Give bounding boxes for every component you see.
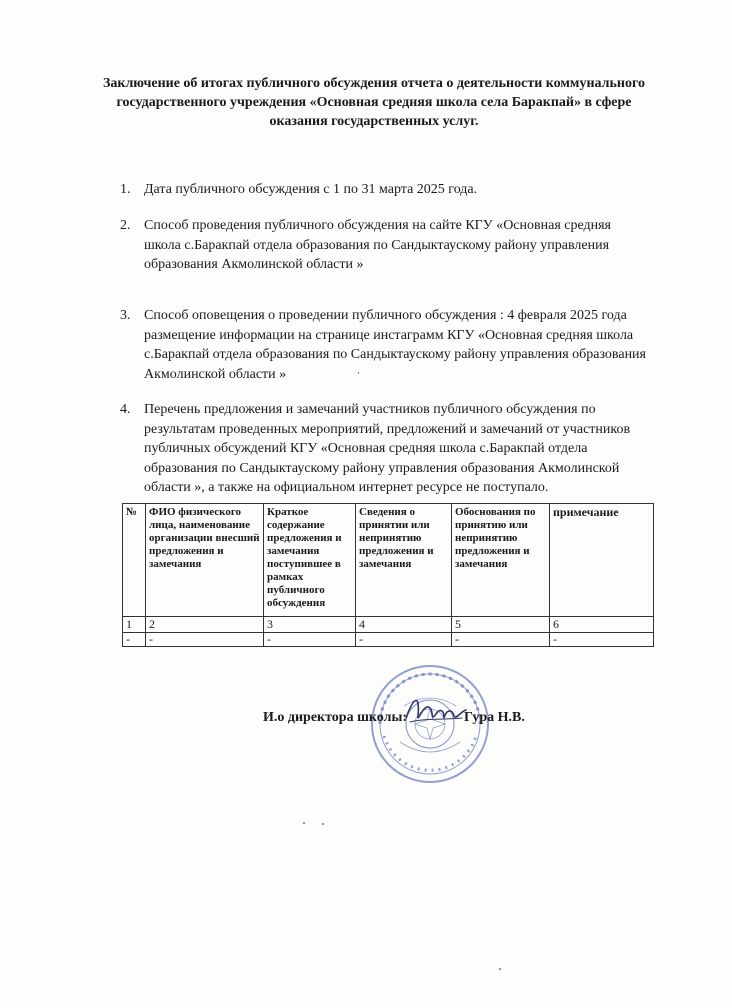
list-item-1 — [120, 180, 660, 200]
header-cell-note: примечание — [550, 504, 654, 617]
item-line: Акмолинской области » — [144, 366, 287, 382]
item-line: области », а также на официальном интернет ресурсе не поступало. — [144, 480, 549, 495]
item-line: Дата публичного обсуждения с 1 по 31 марта 2025 года. — [144, 182, 478, 197]
table-cell: - — [356, 633, 452, 647]
proposals-table — [122, 503, 654, 647]
item-number: 3. — [120, 308, 131, 323]
table-cell: - — [264, 633, 356, 647]
header-cell-summary: Краткое содержание предложения и замечания поступившее в рамках публичного обсуждения — [264, 504, 356, 617]
header-cell-person: ФИО физического лица, наименование организации внесший предложения и замечания — [146, 504, 264, 617]
list-item-4 — [120, 400, 660, 498]
item-line: Способ проведения публичного обсуждения на сайте КГУ «Основная средняя — [144, 218, 611, 233]
item-line: образования по Сандыктаускому району управления образования Акмолинской — [144, 460, 620, 476]
table-header-row — [123, 504, 654, 617]
document-title — [96, 74, 652, 131]
table-cell: - — [550, 633, 654, 647]
item-line: Перечень предложения и замечаний участников публичного обсуждения по — [144, 402, 596, 417]
item-number: 2. — [120, 218, 131, 233]
header-cell-justification: Обоснования по принятию или непринятию предложения и замечания — [452, 504, 550, 617]
item-number: 4. — [120, 402, 131, 417]
title-line-3: оказания государственных услуг. — [269, 114, 479, 129]
item-line: результатам проведенных мероприятий, предложений и замечаний от участников — [144, 421, 631, 437]
title-line-1: Заключение об итогах публичного обсуждения отчета о деятельности коммунального — [103, 76, 645, 91]
table-row — [123, 617, 654, 633]
item-text — [144, 180, 660, 200]
header-cell-acceptance: Сведения о принятии или непринятию предложения и замечания — [356, 504, 452, 617]
header-cell-number: № — [123, 504, 146, 617]
item-text — [144, 216, 660, 275]
item-line: с.Баракпай отдела образования по Сандыктаускому району управления образования — [144, 347, 646, 362]
item-line: школа с.Баракпай отдела образования по Сандыктаускому району управления — [144, 237, 610, 253]
table-cell: 2 — [146, 617, 264, 633]
item-line: публичных обсуждений КГУ «Основная средняя школа с.Баракпай отдела — [144, 441, 588, 456]
table-cell: - — [146, 633, 264, 647]
signatory-title: И.о директора школы: — [263, 710, 408, 725]
item-text — [144, 400, 660, 498]
table-cell: - — [452, 633, 550, 647]
scan-speck — [303, 822, 305, 824]
scan-speck — [358, 372, 359, 374]
item-number: 1. — [120, 182, 131, 197]
table-cell: 3 — [264, 617, 356, 633]
table-cell: 5 — [452, 617, 550, 633]
scan-speck — [322, 823, 324, 825]
table-cell: 6 — [550, 617, 654, 633]
signatory-name: Гура Н.В. — [464, 710, 525, 725]
table-cell: 1 — [123, 617, 146, 633]
item-text — [144, 306, 660, 384]
item-line: образования Акмолинской области » — [144, 257, 364, 272]
table-cell: - — [123, 633, 146, 647]
handwritten-signature — [400, 688, 470, 736]
list-item-3 — [120, 306, 660, 384]
list-item-2 — [120, 216, 660, 275]
item-line: размещение информации на странице инстаграмм КГУ «Основная средняя школа — [144, 327, 634, 343]
title-line-2: государственного учреждения «Основная средняя школа села Баракпай» в сфере — [116, 95, 632, 110]
scan-speck — [499, 968, 501, 970]
item-line: Способ оповещения о проведении публичного обсуждения : 4 февраля 2025 года — [144, 308, 627, 323]
table-row — [123, 633, 654, 647]
table-cell: 4 — [356, 617, 452, 633]
